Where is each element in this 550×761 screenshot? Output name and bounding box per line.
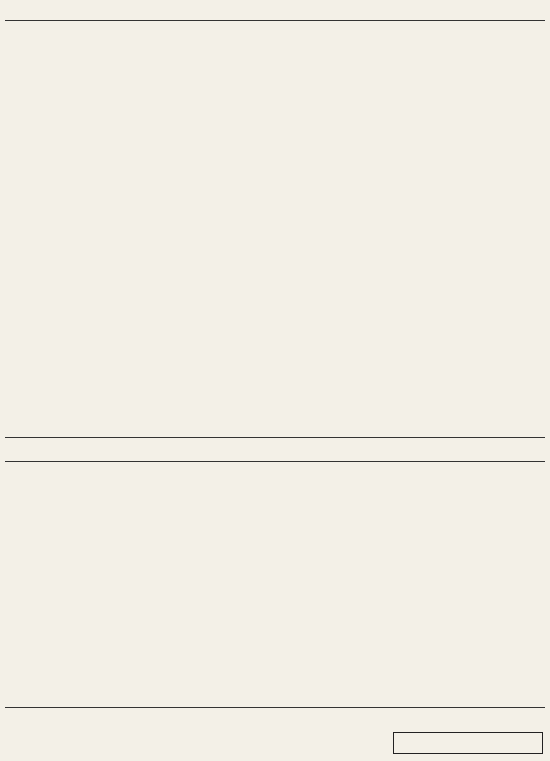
strick-section: [5, 20, 545, 438]
shoes-section: [5, 461, 545, 708]
seite-summe-box: [393, 732, 543, 754]
